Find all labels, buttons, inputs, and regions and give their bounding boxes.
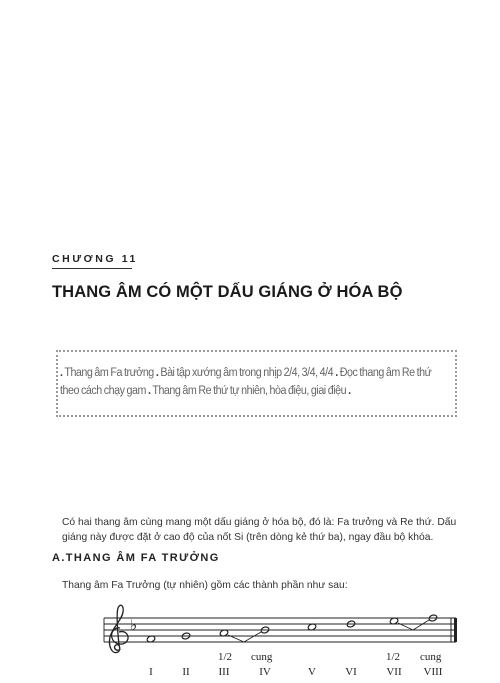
scale-staff bbox=[0, 600, 500, 683]
degree-label: I bbox=[149, 666, 153, 678]
bullet-dot: . bbox=[60, 367, 63, 379]
half-step-brackets bbox=[228, 620, 429, 642]
half-step-fraction: 1/2 bbox=[218, 651, 233, 663]
degree-label: VII bbox=[386, 666, 402, 678]
degree-label: III bbox=[218, 666, 230, 678]
summary-item: Bài tập xướng âm trong nhịp 2/4, 3/4, 4/4 bbox=[160, 367, 334, 379]
degree-label: IV bbox=[259, 666, 271, 678]
degree-label: VI bbox=[345, 666, 357, 678]
intro-paragraph: Có hai thang âm cùng mang một dấu giáng ở hóa bộ, đó là: Fa trưởng và Re thứ. Dấu giáng này được đặt ở cao độ của nốt Si (trên dòng kẻ thứ ba), ngay đầu bộ khóa. bbox=[62, 517, 457, 543]
degree-label: V bbox=[308, 666, 316, 678]
key-signature-flat-icon: ♭ bbox=[130, 618, 138, 634]
half-step-unit: cung bbox=[251, 651, 273, 663]
chapter-title: THANG ÂM CÓ MỘT DẤU GIÁNG Ở HÓA BỘ bbox=[52, 283, 403, 301]
bullet-dot: . bbox=[148, 385, 151, 397]
degree-labels bbox=[149, 666, 443, 678]
bullet-dot: . bbox=[155, 367, 159, 379]
chapter-label: CHƯƠNG 11 bbox=[52, 253, 139, 265]
summary-text bbox=[60, 364, 432, 400]
bullet-dot: . bbox=[335, 367, 338, 379]
chapter-underline bbox=[52, 268, 132, 269]
half-step-labels bbox=[218, 651, 442, 663]
half-step-unit: cung bbox=[420, 651, 442, 663]
degree-label: II bbox=[182, 666, 190, 678]
summary-item: Thang âm Re thứ tự nhiên, hòa điệu, giai điệu bbox=[152, 385, 347, 397]
staff-lines bbox=[104, 618, 456, 642]
summary-item: Đọc thang âm Re thứ theo cách chạy gam bbox=[60, 367, 432, 397]
section-heading: A.THANG ÂM FA TRƯỞNG bbox=[52, 552, 220, 564]
half-step-fraction: 1/2 bbox=[386, 651, 401, 663]
treble-clef-icon bbox=[109, 605, 128, 652]
bullet-dot: . bbox=[348, 385, 351, 397]
section-intro-text: Thang âm Fa Trưởng (tự nhiên) gồm các thành phần như sau: bbox=[62, 580, 348, 591]
degree-label: VIII bbox=[423, 666, 443, 678]
summary-item: Thang âm Fa trưởng bbox=[64, 367, 154, 379]
